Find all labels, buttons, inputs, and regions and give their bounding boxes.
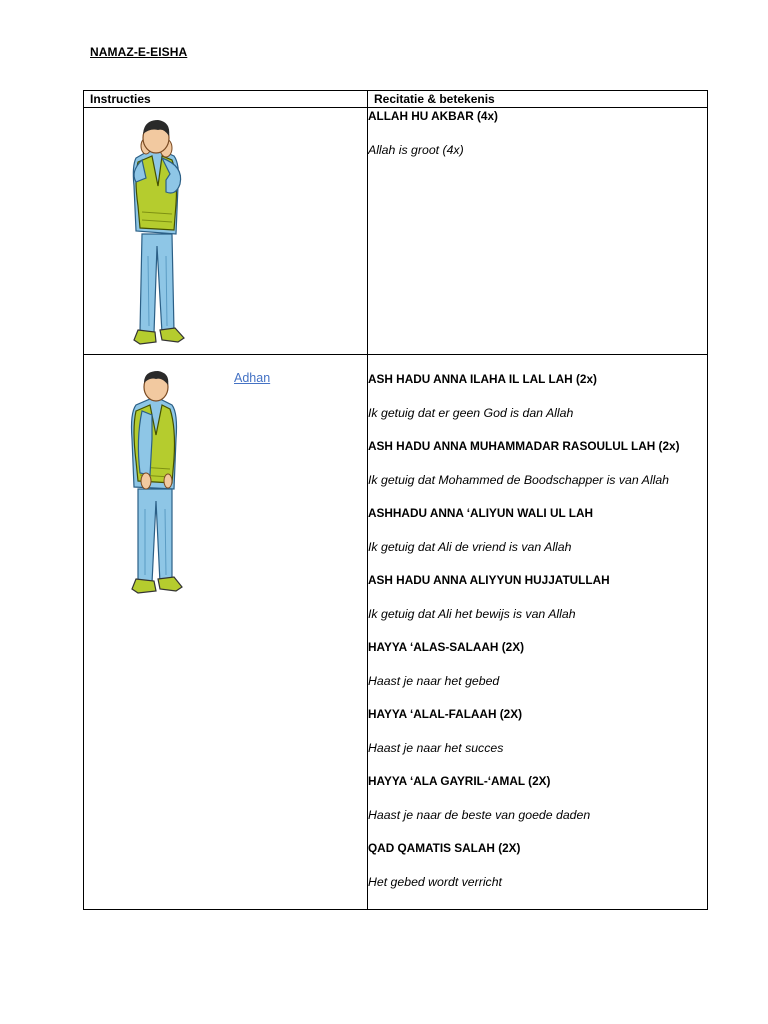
- recitation-meaning: Ik getuig dat Ali de vriend is van Allah: [368, 539, 572, 554]
- recitation-meaning: Allah is groot (4x): [368, 143, 464, 157]
- header-recitatie-label: Recitatie & betekenis: [374, 92, 495, 106]
- recitation-arabic: ASH HADU ANNA MUHAMMADAR RASOULUL LAH (2x): [368, 439, 680, 453]
- man-standing-icon: [122, 369, 192, 599]
- recitation-meaning: Het gebed wordt verricht: [368, 874, 502, 889]
- recitation-arabic: QAD QAMATIS SALAH (2X): [368, 841, 521, 855]
- recitation-arabic: HAYYA ‘ALAL-FALAAH (2X): [368, 707, 523, 721]
- instruction-cell: [84, 355, 368, 910]
- recitation-arabic: ALLAH HU AKBAR (4x): [368, 109, 498, 123]
- recitation-pair: [368, 639, 707, 689]
- recitation-arabic: HAYYA ‘ALAS-SALAAH (2X): [368, 640, 525, 654]
- recitation-pair: [368, 438, 707, 488]
- recitation-meaning: Haast je naar de beste van goede daden: [368, 807, 591, 822]
- document-title: NAMAZ-E-EISHA: [90, 45, 188, 59]
- recitation-pair: [368, 706, 707, 756]
- recitation-arabic: ASH HADU ANNA ILAHA IL LAL LAH (2x): [368, 372, 597, 386]
- header-instructies: [84, 91, 368, 108]
- header-instructies-label: Instructies: [90, 92, 151, 106]
- recitation-pair: [368, 572, 707, 622]
- recitation-arabic: HAYYA ‘ALA GAYRIL-‘AMAL (2X): [368, 774, 551, 788]
- recitation-cell: [368, 355, 708, 910]
- recitation-meaning: Ik getuig dat Ali het bewijs is van Allah: [368, 606, 576, 621]
- table-row: [84, 108, 708, 355]
- table-row: [84, 355, 708, 910]
- recitation-meaning: Ik getuig dat er geen God is dan Allah: [368, 405, 574, 420]
- prayer-table: [83, 90, 708, 910]
- recitation-pair: [368, 840, 707, 890]
- recitation-meaning: Haast je naar het succes: [368, 740, 504, 755]
- recitation-arabic: ASHHADU ANNA ‘ALIYUN WALI UL LAH: [368, 506, 594, 520]
- recitation-arabic: ASH HADU ANNA ALIYYUN HUJJATULLAH: [368, 573, 610, 587]
- header-recitatie: [368, 91, 708, 108]
- adhan-link[interactable]: Adhan: [234, 371, 271, 385]
- man-hands-to-ears-icon: [122, 116, 192, 352]
- recitation-meaning: Haast je naar het gebed: [368, 673, 500, 688]
- recitation-pair: [368, 773, 707, 823]
- recitation-pair: [368, 371, 707, 421]
- recitation-meaning: Ik getuig dat Mohammed de Boodschapper is van Allah: [368, 472, 669, 487]
- instruction-cell: [84, 108, 368, 355]
- header-row: [84, 91, 708, 108]
- recitation-pair: [368, 505, 707, 555]
- recitation-cell: [368, 108, 708, 355]
